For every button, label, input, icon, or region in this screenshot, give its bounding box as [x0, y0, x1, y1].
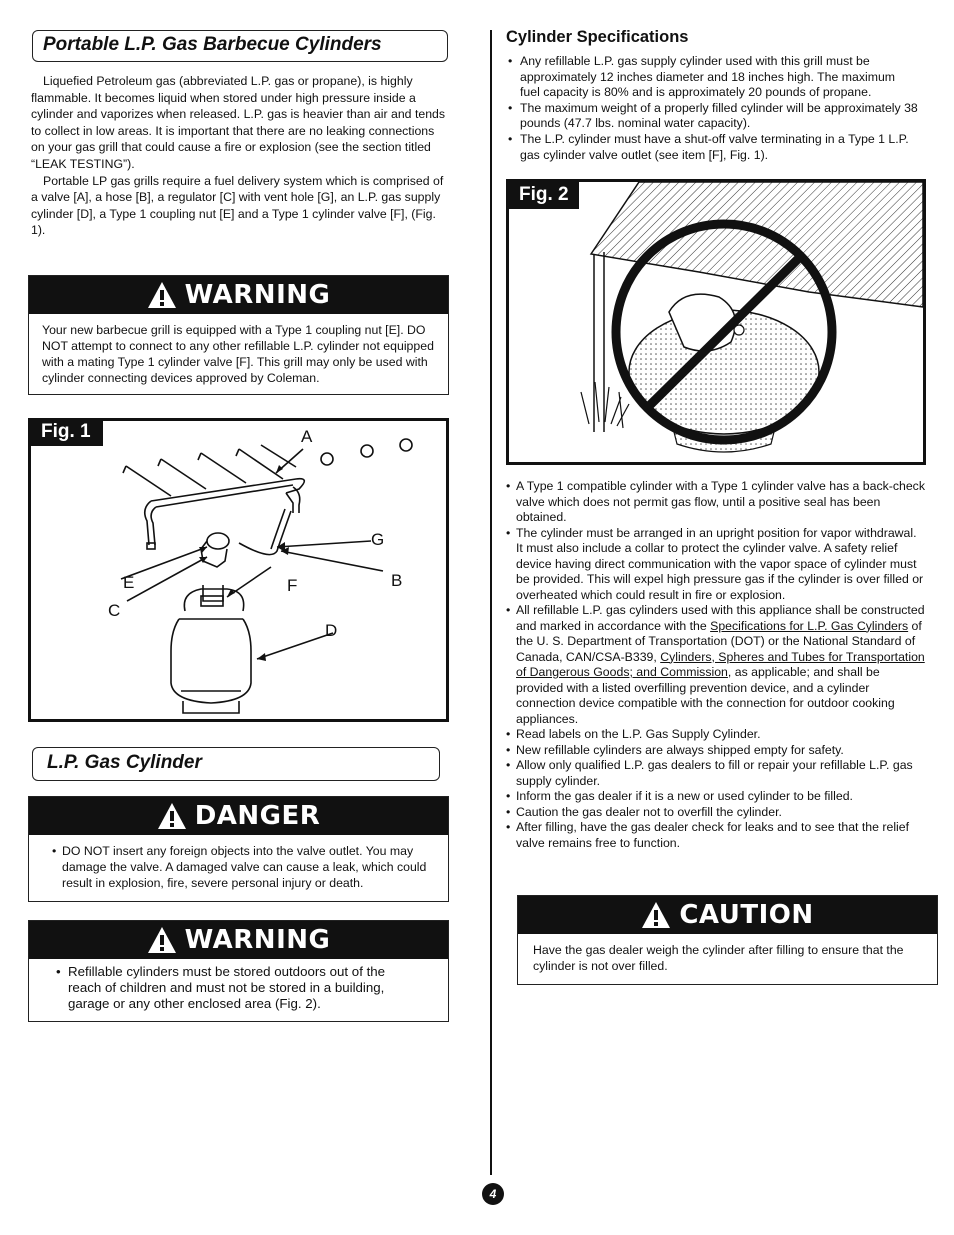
section-title-portable-cylinders: Portable L.P. Gas Barbecue Cylinders [32, 30, 448, 62]
intro-text [31, 73, 447, 239]
warning-box-coupling [28, 275, 449, 395]
warning-triangle-icon [147, 281, 177, 309]
fig1-label-g: G [371, 530, 385, 549]
spec-item: • The L.P. cylinder must have a shut-off valve terminating in a Type 1 L.P. gas cylinder valve outlet (see item [F], Fig. 1). [506, 132, 918, 163]
caution-heading: CAUTION [679, 900, 814, 930]
intro-paragraph-1: Liquefied Petroleum gas (abbreviated L.P. gas or propane), is highly flammable. It becomes liquid when stored under high pressure inside a cylinder and vaporizes when released. L.P. gas is heavier than air and tends to collect in low areas. It is important that there are no leaking connections on your gas grill that could cause a fire or explosion (see the section titled “LEAK TESTING”). [31, 74, 446, 171]
fig1-label-f: F [287, 576, 298, 595]
warning-box-storage [28, 920, 449, 1022]
requirement-item: • Inform the gas dealer if it is a new or used cylinder to be filled. [506, 789, 926, 805]
caution-header [518, 896, 937, 934]
warning-text: Your new barbecue grill is equipped with a Type 1 coupling nut [E]. DO NOT attempt to connect to any other refillable L.P. cylinder not equipped with a mating Type 1 cylinder valve [F]. This grill may only be used with cylinder connecting devices approved by Coleman. [42, 323, 434, 385]
requirement-text: , as applicable; and shall be provided with a listed overfilling prevention device, and a cylinder connection device compatible with the connection for outdoor cooking appliances. [516, 665, 895, 726]
warning-heading: WARNING [184, 280, 331, 310]
page-number: 4 [482, 1183, 504, 1205]
warning-text: • Refillable cylinders must be stored outdoors out of the reach of children and must not be stored in a building, garage or any other enclosed area (Fig. 2). [54, 964, 418, 1012]
csa-spec-reference: Cylinders, Spheres and Tubes for Transportation of Dangerous Goods; and Commission [516, 649, 925, 679]
caution-text: Have the gas dealer weigh the cylinder after filling to ensure that the cylinder is not over filled. [533, 943, 904, 973]
requirement-item [506, 603, 926, 727]
no-indoor-storage-illustration [509, 182, 923, 462]
warning-header [29, 276, 448, 314]
danger-heading: DANGER [194, 801, 321, 831]
requirement-item: • The cylinder must be arranged in an upright position for vapor withdrawal. It must also include a collar to protect the cylinder valve. A safety relief device having direct communication with the vapor space of cylinder must be provided. This will expel high pressure gas if the cylinder is over filled or overheated which could result in fire or explosion. [506, 526, 926, 604]
requirement-item: • Caution the gas dealer not to overfill the cylinder. [506, 805, 926, 821]
danger-header [29, 797, 448, 835]
column-divider [490, 30, 492, 1175]
requirement-item: • After filling, have the gas dealer check for leaks and to see that the relief valve remains free to function. [506, 820, 926, 851]
dot-spec-reference: Specifications for L.P. Gas Cylinders [710, 618, 909, 633]
requirement-item: • Allow only qualified L.P. gas dealers to fill or repair your refillable L.P. gas supply cylinder. [506, 758, 926, 789]
warning-heading: WARNING [184, 925, 331, 955]
specs-title: Cylinder Specifications [506, 28, 689, 46]
fig1-label-b: B [391, 571, 403, 590]
fuel-system-diagram [31, 421, 446, 719]
warning-header [29, 921, 448, 959]
figure-2-no-indoor-storage [506, 179, 926, 465]
requirement-item: • New refillable cylinders are always shipped empty for safety. [506, 743, 926, 759]
fig1-label-a: A [301, 427, 313, 446]
warning-triangle-icon [157, 802, 187, 830]
caution-box [517, 895, 938, 985]
intro-paragraph-2: Portable LP gas grills require a fuel delivery system which is comprised of a valve [A], a hose [B], a regulator [C] with vent hole [G], an L.P. gas supply cylinder [D], a Type 1 coupling nut [E] and a Type 1 cylinder valve [F], (Fig. 1). [31, 173, 444, 238]
fig1-label-e: E [123, 573, 135, 592]
danger-list [29, 835, 448, 891]
requirement-text: of the U. S. Department of Transportation (DOT) or the National Standard of Canada, CAN/CSA-B339, [516, 618, 922, 664]
requirement-item: • Read labels on the L.P. Gas Supply Cylinder. [506, 727, 926, 743]
fig1-label-d: D [325, 621, 338, 640]
figure-2-tag: Fig. 2 [509, 182, 579, 209]
requirement-text: All refillable L.P. gas cylinders used with this appliance shall be constructed and marked in accordance with the [516, 603, 925, 633]
figure-1-fuel-system [28, 418, 449, 722]
danger-box [28, 796, 449, 902]
requirement-item: • A Type 1 compatible cylinder with a Type 1 cylinder valve has a back-check valve which does not permit gas flow, until a positive seal has been obtained. [506, 479, 926, 526]
fig1-label-c: C [108, 601, 121, 620]
warning-list [29, 959, 448, 1012]
warning-triangle-icon [147, 926, 177, 954]
figure-1-tag: Fig. 1 [31, 421, 103, 446]
danger-text: • DO NOT insert any foreign objects into the valve outlet. You may damage the valve. A damaged valve can cause a leak, which could result in explosion, fire, severe personal injury or death. [52, 843, 434, 891]
spec-item: • Any refillable L.P. gas supply cylinder used with this grill must be approximately 12 inches diameter and 18 inches high. The maximum fuel capacity is 80% and is approximately 20 pounds of propane. [506, 54, 918, 101]
specs-list [506, 54, 918, 163]
cylinder-requirements-list [506, 479, 926, 851]
warning-triangle-icon [641, 901, 671, 929]
section-title-lp-gas-cylinder: L.P. Gas Cylinder [32, 747, 440, 781]
spec-item: • The maximum weight of a properly filled cylinder will be approximately 38 pounds (47.7 lbs. nominal water capacity). [506, 101, 918, 132]
